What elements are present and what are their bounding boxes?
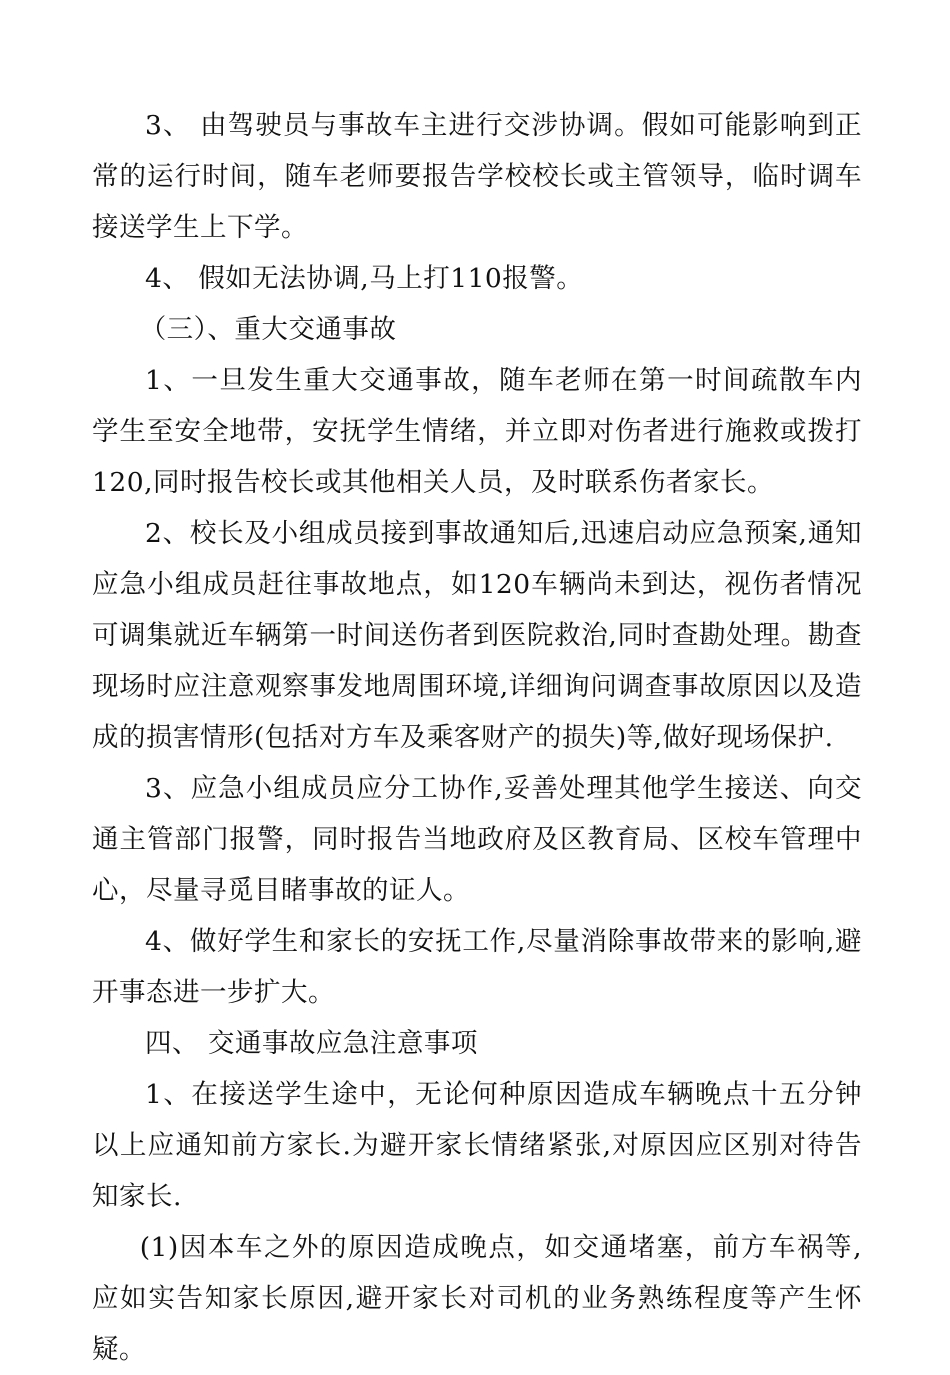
paragraph-8: (1)因本车之外的原因造成晚点，如交通堵塞，前方车祸等,应如实告知家长原因,避开家长对司机的业务熟练程度等产生怀疑。 bbox=[92, 1232, 862, 1365]
paragraph-4: 2、校长及小组成员接到事故通知后,迅速启动应急预案,通知应急小组成员赶往事故地点，如120车辆尚未到达，视伤者情况可调集就近车辆第一时间送伤者到医院救治,同时查勘处理。勘查现场时应注意观察事发地周围环境,详细询问调查事故原因以及造成的损害情形(包括对方车及乘客财产的损失)等,做好现场保护. bbox=[92, 518, 862, 753]
paragraph-5: 3、应急小组成员应分工协作,妥善处理其他学生接送、向交通主管部门报警，同时报告当地政府及区教育局、区校车管理中心，尽量寻觅目睹事故的证人。 bbox=[92, 773, 862, 906]
paragraph-6: 4、做好学生和家长的安抚工作,尽量消除事故带来的影响,避开事态进一步扩大。 bbox=[92, 926, 862, 1008]
paragraph-2: 4、 假如无法协调,马上打110报警。 bbox=[145, 263, 584, 294]
section-heading-3: （三）、重大交通事故 bbox=[139, 314, 397, 345]
paragraph-1: 3、 由驾驶员与事故车主进行交涉协调。假如可能影响到正常的运行时间，随车老师要报告学校校长或主管领导，临时调车接送学生上下学。 bbox=[92, 110, 862, 243]
document-page bbox=[92, 100, 862, 1375]
section-heading-4: 四、 交通事故应急注意事项 bbox=[145, 1028, 478, 1059]
paragraph-7: 1、在接送学生途中，无论何种原因造成车辆晚点十五分钟以上应通知前方家长.为避开家长情绪紧张,对原因应区别对待告知家长. bbox=[92, 1079, 862, 1212]
paragraph-3: 1、一旦发生重大交通事故，随车老师在第一时间疏散车内学生至安全地带，安抚学生情绪，并立即对伤者进行施救或拨打120,同时报告校长或其他相关人员，及时联系伤者家长。 bbox=[92, 365, 862, 498]
